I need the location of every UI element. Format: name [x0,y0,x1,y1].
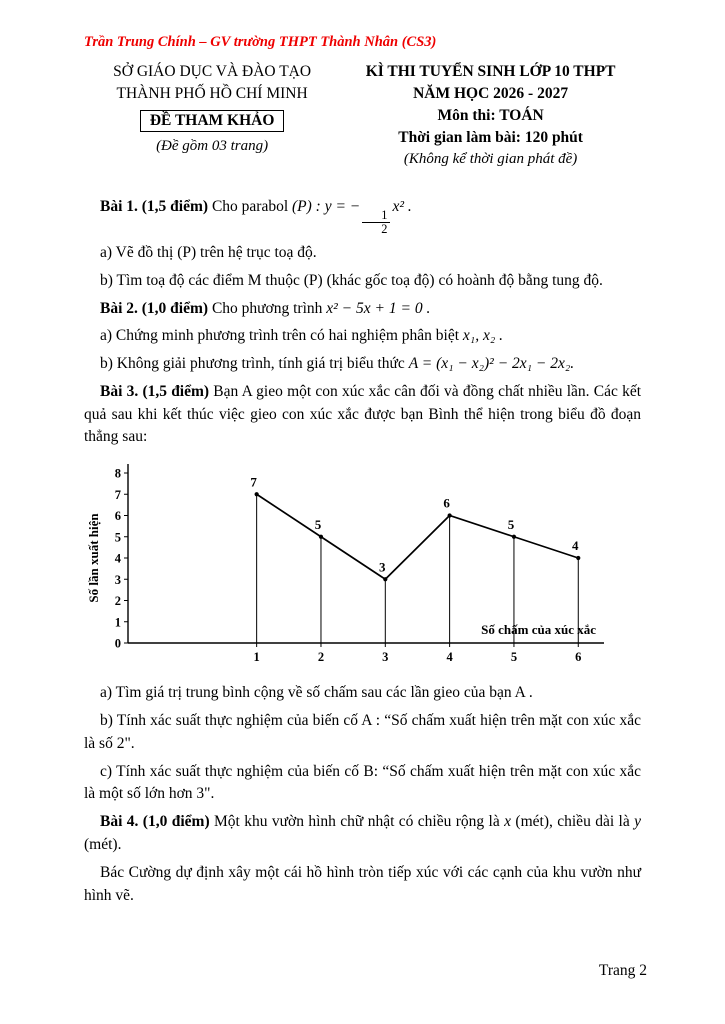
bai4-text1-pre: Một khu vườn hình chữ nhật có chiều rộng là [214,813,500,831]
y-tick-label: 7 [114,488,121,503]
fraction-denominator: 2 [381,222,388,237]
header-right-block [340,61,641,170]
bai2-intro: Cho phương trình [211,299,323,317]
chart-svg [86,457,611,672]
x-tick-label: 6 [575,650,582,665]
bai2-item-a-text: a) Chứng minh phương trình trên có hai nghiệm phân biệt [100,327,460,345]
exam-type-box: ĐỀ THAM KHẢO [140,110,285,132]
fraction-numerator: 1 [362,209,390,224]
x-tick-label: 1 [253,650,260,665]
bai3-item-b: b) Tính xác suất thực nghiệm của biến cố A : “Số chấm xuất hiện trên mặt con xúc xắc là số 2". [84,712,641,752]
frequency-line-chart [86,457,611,672]
pages-note: (Đề gồm 03 trang) [156,138,269,155]
bai4-var-x: x [504,813,512,831]
data-point [319,535,323,539]
subject-line: Môn thi: TOÁN [437,107,544,124]
bai2-item-b-text: b) Không giải phương trình, tính giá trị biểu thức [100,355,405,373]
bai3-item-a: a) Tìm giá trị trung bình cộng về số chấm sau các lần gieo của bạn A . [100,684,533,702]
bai1-item-a: a) Vẽ đồ thị (P) trên hệ trục toạ độ. [100,244,317,262]
bai3-item-c: c) Tính xác suất thực nghiệm của biến cố B: “Số chấm xuất hiện trên mặt con xúc xắc là một số lớn hơn 3". [84,762,641,803]
point-label: 6 [443,495,450,511]
data-point [512,535,516,539]
point-label: 5 [507,517,515,533]
point-label: 7 [250,474,257,490]
data-line [257,495,579,580]
bai1-heading [84,196,641,237]
point-label: 4 [572,538,579,554]
y-axis-title: Số lần xuất hiện [86,513,101,603]
bai1-formula-close: x² . [392,198,412,216]
x-tick-label: 4 [446,650,453,665]
exam-header [84,61,641,170]
y-tick-label: 0 [114,636,121,651]
data-point [576,556,580,560]
bai4-label: Bài 4. (1,0 điểm) [100,813,210,831]
bai3-label: Bài 3. (1,5 điểm) [100,382,210,400]
bai2-heading [84,298,641,321]
x-tick-label: 3 [382,650,389,665]
bai4-text1-mid: (mét), chiều dài là [515,813,630,831]
department-line2: THÀNH PHỐ HỒ CHÍ MINH [116,84,308,102]
duration-note: (Không kể thời gian phát đề) [403,151,578,167]
y-tick-label: 8 [114,466,121,481]
bai4-heading [84,811,641,857]
exam-title: KÌ THI TUYỂN SINH LỚP 10 THPT [365,63,616,80]
bai1-formula-open: (P) : y = − [292,198,361,216]
bai2-item-a [84,325,641,348]
y-tick-label: 6 [114,509,121,524]
data-point [255,492,259,496]
data-point [383,577,387,581]
bai1-formula [292,198,412,237]
bai2-item-b [84,353,641,376]
author-credit: Trần Trung Chính – GV trường THPT Thành Nhân (CS3) [84,34,437,50]
x-tick-label: 5 [510,650,518,665]
bai1-item-b: b) Tìm toạ độ các điểm M thuộc (P) (khác gốc toạ độ) có hoành độ bằng tung độ. [100,271,603,289]
bai1-intro: Cho parabol [211,198,289,216]
bai3-heading [84,381,641,449]
department-line1: SỞ GIÁO DỤC VÀ ĐÀO TẠO [113,63,312,80]
y-tick-label: 2 [114,594,121,609]
page-number: Trang 2 [598,962,647,979]
y-tick-label: 1 [114,615,121,630]
bai1-label: Bài 1. (1,5 điểm) [100,198,209,216]
duration-line: Thời gian làm bài: 120 phút [398,129,583,146]
exam-body [84,196,641,907]
bai2-equation: x² − 5x + 1 = 0 . [326,299,431,317]
point-label: 3 [379,559,386,575]
bai4-text2: Bác Cường dự định xây một cái hồ hình tròn tiếp xúc với các cạnh của khu vườn như hình vẽ. [84,863,641,904]
y-tick-label: 4 [114,551,121,566]
header-left-block [84,61,340,170]
bai2-item-b-math: A = (x₁ − x₂)² − 2x₁ − 2x₂. [408,355,575,373]
fraction-one-half [362,209,390,237]
school-year: NĂM HỌC 2026 - 2027 [413,85,569,102]
x-tick-label: 2 [317,650,325,665]
exam-type-box-wrap [84,110,340,132]
y-tick-label: 5 [114,530,121,545]
bai2-item-a-math: x₁, x₂ . [462,327,503,345]
bai3-intro: Bạn A gieo một con xúc xắc cân đối và đồng chất nhiều lần. Các kết quả sau khi kết thúc việc gieo con xúc xắc được bạn Bình thể hiện trong biểu đồ đoạn thẳng sau: [84,382,642,446]
bai2-label: Bài 2. (1,0 điểm) [100,299,209,317]
bai4-var-y: y [634,813,641,831]
point-label: 5 [314,517,322,533]
x-axis-title: Số chấm của xúc xắc [481,622,596,638]
y-tick-label: 3 [114,573,121,588]
bai4-text1-post: (mét). [84,835,122,853]
data-point [448,514,452,518]
